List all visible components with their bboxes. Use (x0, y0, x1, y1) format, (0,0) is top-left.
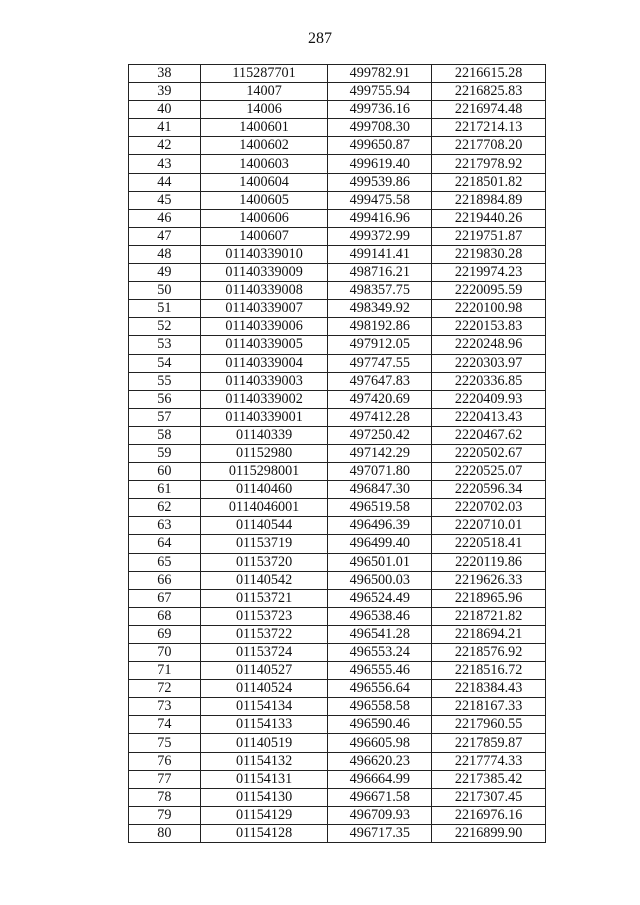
point-id-cell: 01140527 (200, 662, 328, 680)
y-coordinate-cell: 2220095.59 (432, 282, 546, 300)
x-coordinate-cell: 497647.83 (328, 372, 432, 390)
point-number-cell: 43 (129, 155, 201, 173)
x-coordinate-cell: 497420.69 (328, 390, 432, 408)
table-row (129, 119, 546, 137)
x-coordinate-cell: 496709.93 (328, 806, 432, 824)
x-coordinate-cell: 496590.46 (328, 716, 432, 734)
point-id-cell: 1400604 (200, 173, 328, 191)
x-coordinate-cell: 496717.35 (328, 824, 432, 842)
point-number-cell: 60 (129, 463, 201, 481)
point-number-cell: 79 (129, 806, 201, 824)
x-coordinate-cell: 496524.49 (328, 589, 432, 607)
point-id-cell: 01140460 (200, 481, 328, 499)
table-row (129, 463, 546, 481)
x-coordinate-cell: 498192.86 (328, 318, 432, 336)
point-number-cell: 48 (129, 245, 201, 263)
y-coordinate-cell: 2217960.55 (432, 716, 546, 734)
point-id-cell: 01154130 (200, 788, 328, 806)
table-row (129, 372, 546, 390)
table-row (129, 788, 546, 806)
y-coordinate-cell: 2220596.34 (432, 481, 546, 499)
point-number-cell: 62 (129, 499, 201, 517)
point-id-cell: 01153723 (200, 607, 328, 625)
x-coordinate-cell: 496501.01 (328, 553, 432, 571)
x-coordinate-cell: 496847.30 (328, 481, 432, 499)
table-row (129, 824, 546, 842)
point-id-cell: 01140339009 (200, 264, 328, 282)
y-coordinate-cell: 2219830.28 (432, 245, 546, 263)
table-row (129, 589, 546, 607)
y-coordinate-cell: 2218984.89 (432, 191, 546, 209)
point-number-cell: 78 (129, 788, 201, 806)
y-coordinate-cell: 2217774.33 (432, 752, 546, 770)
y-coordinate-cell: 2219974.23 (432, 264, 546, 282)
x-coordinate-cell: 497412.28 (328, 408, 432, 426)
table-row (129, 390, 546, 408)
table-row (129, 336, 546, 354)
x-coordinate-cell: 499539.86 (328, 173, 432, 191)
point-number-cell: 47 (129, 227, 201, 245)
table-row (129, 83, 546, 101)
point-number-cell: 71 (129, 662, 201, 680)
point-number-cell: 65 (129, 553, 201, 571)
point-id-cell: 01140339008 (200, 282, 328, 300)
y-coordinate-cell: 2216974.48 (432, 101, 546, 119)
point-number-cell: 64 (129, 535, 201, 553)
point-id-cell: 01140339004 (200, 354, 328, 372)
y-coordinate-cell: 2217385.42 (432, 770, 546, 788)
table-row (129, 318, 546, 336)
point-number-cell: 51 (129, 300, 201, 318)
y-coordinate-cell: 2220153.83 (432, 318, 546, 336)
point-number-cell: 46 (129, 209, 201, 227)
table-row (129, 662, 546, 680)
x-coordinate-cell: 497071.80 (328, 463, 432, 481)
point-id-cell: 01140339006 (200, 318, 328, 336)
y-coordinate-cell: 2220119.86 (432, 553, 546, 571)
page-number: 287 (308, 30, 332, 47)
x-coordinate-cell: 499619.40 (328, 155, 432, 173)
y-coordinate-cell: 2217978.92 (432, 155, 546, 173)
point-id-cell: 01153722 (200, 625, 328, 643)
y-coordinate-cell: 2218384.43 (432, 680, 546, 698)
point-number-cell: 67 (129, 589, 201, 607)
point-id-cell: 1400602 (200, 137, 328, 155)
point-number-cell: 55 (129, 372, 201, 390)
table-row (129, 209, 546, 227)
y-coordinate-cell: 2217307.45 (432, 788, 546, 806)
x-coordinate-cell: 496499.40 (328, 535, 432, 553)
point-number-cell: 50 (129, 282, 201, 300)
point-number-cell: 44 (129, 173, 201, 191)
point-number-cell: 80 (129, 824, 201, 842)
point-id-cell: 01140339005 (200, 336, 328, 354)
point-id-cell: 01153724 (200, 644, 328, 662)
y-coordinate-cell: 2220100.98 (432, 300, 546, 318)
point-id-cell: 01154133 (200, 716, 328, 734)
point-id-cell: 01154131 (200, 770, 328, 788)
point-number-cell: 69 (129, 625, 201, 643)
coordinates-table-body (129, 65, 546, 843)
y-coordinate-cell: 2220518.41 (432, 535, 546, 553)
point-id-cell: 01140339003 (200, 372, 328, 390)
table-row (129, 173, 546, 191)
x-coordinate-cell: 496556.64 (328, 680, 432, 698)
table-row (129, 300, 546, 318)
y-coordinate-cell: 2218167.33 (432, 698, 546, 716)
point-number-cell: 63 (129, 517, 201, 535)
point-id-cell: 0115298001 (200, 463, 328, 481)
table-row (129, 408, 546, 426)
table-row (129, 517, 546, 535)
table-row (129, 101, 546, 119)
table-row (129, 607, 546, 625)
table-row (129, 680, 546, 698)
y-coordinate-cell: 2220502.67 (432, 444, 546, 462)
table-row (129, 137, 546, 155)
x-coordinate-cell: 496605.98 (328, 734, 432, 752)
point-id-cell: 01140339001 (200, 408, 328, 426)
table-row (129, 644, 546, 662)
point-id-cell: 01154129 (200, 806, 328, 824)
table-row (129, 806, 546, 824)
point-number-cell: 70 (129, 644, 201, 662)
x-coordinate-cell: 498716.21 (328, 264, 432, 282)
x-coordinate-cell: 496541.28 (328, 625, 432, 643)
point-id-cell: 1400607 (200, 227, 328, 245)
point-id-cell: 01140339010 (200, 245, 328, 263)
y-coordinate-cell: 2220702.03 (432, 499, 546, 517)
y-coordinate-cell: 2218501.82 (432, 173, 546, 191)
x-coordinate-cell: 498349.92 (328, 300, 432, 318)
point-number-cell: 53 (129, 336, 201, 354)
y-coordinate-cell: 2216976.16 (432, 806, 546, 824)
table-row (129, 716, 546, 734)
point-id-cell: 01140339007 (200, 300, 328, 318)
x-coordinate-cell: 499650.87 (328, 137, 432, 155)
y-coordinate-cell: 2217859.87 (432, 734, 546, 752)
x-coordinate-cell: 496671.58 (328, 788, 432, 806)
y-coordinate-cell: 2220467.62 (432, 426, 546, 444)
coordinates-table (128, 64, 546, 843)
point-number-cell: 39 (129, 83, 201, 101)
table-row (129, 245, 546, 263)
table-row (129, 625, 546, 643)
point-id-cell: 01140519 (200, 734, 328, 752)
table-row (129, 282, 546, 300)
point-number-cell: 74 (129, 716, 201, 734)
point-number-cell: 54 (129, 354, 201, 372)
point-number-cell: 41 (129, 119, 201, 137)
table-row (129, 191, 546, 209)
point-number-cell: 56 (129, 390, 201, 408)
x-coordinate-cell: 496620.23 (328, 752, 432, 770)
y-coordinate-cell: 2216825.83 (432, 83, 546, 101)
point-number-cell: 76 (129, 752, 201, 770)
point-id-cell: 01140339002 (200, 390, 328, 408)
x-coordinate-cell: 496500.03 (328, 571, 432, 589)
point-number-cell: 66 (129, 571, 201, 589)
point-id-cell: 1400603 (200, 155, 328, 173)
point-id-cell: 01154128 (200, 824, 328, 842)
table-row (129, 444, 546, 462)
y-coordinate-cell: 2216899.90 (432, 824, 546, 842)
table-row (129, 227, 546, 245)
point-id-cell: 01140524 (200, 680, 328, 698)
table-row (129, 770, 546, 788)
table-row (129, 155, 546, 173)
y-coordinate-cell: 2219440.26 (432, 209, 546, 227)
point-id-cell: 14006 (200, 101, 328, 119)
table-row (129, 426, 546, 444)
x-coordinate-cell: 497250.42 (328, 426, 432, 444)
x-coordinate-cell: 499372.99 (328, 227, 432, 245)
y-coordinate-cell: 2218516.72 (432, 662, 546, 680)
x-coordinate-cell: 499416.96 (328, 209, 432, 227)
point-id-cell: 1400606 (200, 209, 328, 227)
x-coordinate-cell: 496553.24 (328, 644, 432, 662)
x-coordinate-cell: 499755.94 (328, 83, 432, 101)
point-number-cell: 58 (129, 426, 201, 444)
x-coordinate-cell: 499708.30 (328, 119, 432, 137)
table-row (129, 499, 546, 517)
point-number-cell: 40 (129, 101, 201, 119)
y-coordinate-cell: 2218721.82 (432, 607, 546, 625)
point-number-cell: 68 (129, 607, 201, 625)
y-coordinate-cell: 2217708.20 (432, 137, 546, 155)
x-coordinate-cell: 499475.58 (328, 191, 432, 209)
point-id-cell: 01140544 (200, 517, 328, 535)
x-coordinate-cell: 496496.39 (328, 517, 432, 535)
point-number-cell: 38 (129, 65, 201, 83)
point-number-cell: 57 (129, 408, 201, 426)
point-number-cell: 73 (129, 698, 201, 716)
y-coordinate-cell: 2218965.96 (432, 589, 546, 607)
y-coordinate-cell: 2219626.33 (432, 571, 546, 589)
point-id-cell: 01140339 (200, 426, 328, 444)
x-coordinate-cell: 499141.41 (328, 245, 432, 263)
x-coordinate-cell: 496555.46 (328, 662, 432, 680)
table-row (129, 481, 546, 499)
point-id-cell: 1400605 (200, 191, 328, 209)
point-number-cell: 45 (129, 191, 201, 209)
x-coordinate-cell: 499782.91 (328, 65, 432, 83)
table-row (129, 698, 546, 716)
point-id-cell: 0114046001 (200, 499, 328, 517)
x-coordinate-cell: 496664.99 (328, 770, 432, 788)
point-id-cell: 01140542 (200, 571, 328, 589)
point-id-cell: 01153721 (200, 589, 328, 607)
y-coordinate-cell: 2220336.85 (432, 372, 546, 390)
point-id-cell: 01154134 (200, 698, 328, 716)
point-id-cell: 14007 (200, 83, 328, 101)
y-coordinate-cell: 2220409.93 (432, 390, 546, 408)
y-coordinate-cell: 2218576.92 (432, 644, 546, 662)
y-coordinate-cell: 2218694.21 (432, 625, 546, 643)
table-row (129, 264, 546, 282)
point-id-cell: 01153720 (200, 553, 328, 571)
point-number-cell: 52 (129, 318, 201, 336)
table-row (129, 535, 546, 553)
point-id-cell: 01153719 (200, 535, 328, 553)
table-row (129, 752, 546, 770)
y-coordinate-cell: 2216615.28 (432, 65, 546, 83)
point-number-cell: 77 (129, 770, 201, 788)
x-coordinate-cell: 497912.05 (328, 336, 432, 354)
y-coordinate-cell: 2217214.13 (432, 119, 546, 137)
table-row (129, 354, 546, 372)
point-id-cell: 01152980 (200, 444, 328, 462)
table-row (129, 65, 546, 83)
y-coordinate-cell: 2220525.07 (432, 463, 546, 481)
y-coordinate-cell: 2220248.96 (432, 336, 546, 354)
point-number-cell: 59 (129, 444, 201, 462)
x-coordinate-cell: 496538.46 (328, 607, 432, 625)
x-coordinate-cell: 496519.58 (328, 499, 432, 517)
y-coordinate-cell: 2220303.97 (432, 354, 546, 372)
table-row (129, 553, 546, 571)
point-number-cell: 61 (129, 481, 201, 499)
y-coordinate-cell: 2220413.43 (432, 408, 546, 426)
x-coordinate-cell: 498357.75 (328, 282, 432, 300)
x-coordinate-cell: 496558.58 (328, 698, 432, 716)
point-id-cell: 1400601 (200, 119, 328, 137)
y-coordinate-cell: 2220710.01 (432, 517, 546, 535)
table-row (129, 571, 546, 589)
point-number-cell: 72 (129, 680, 201, 698)
point-number-cell: 49 (129, 264, 201, 282)
point-id-cell: 115287701 (200, 65, 328, 83)
x-coordinate-cell: 497747.55 (328, 354, 432, 372)
point-id-cell: 01154132 (200, 752, 328, 770)
point-number-cell: 75 (129, 734, 201, 752)
x-coordinate-cell: 499736.16 (328, 101, 432, 119)
y-coordinate-cell: 2219751.87 (432, 227, 546, 245)
point-number-cell: 42 (129, 137, 201, 155)
table-row (129, 734, 546, 752)
x-coordinate-cell: 497142.29 (328, 444, 432, 462)
